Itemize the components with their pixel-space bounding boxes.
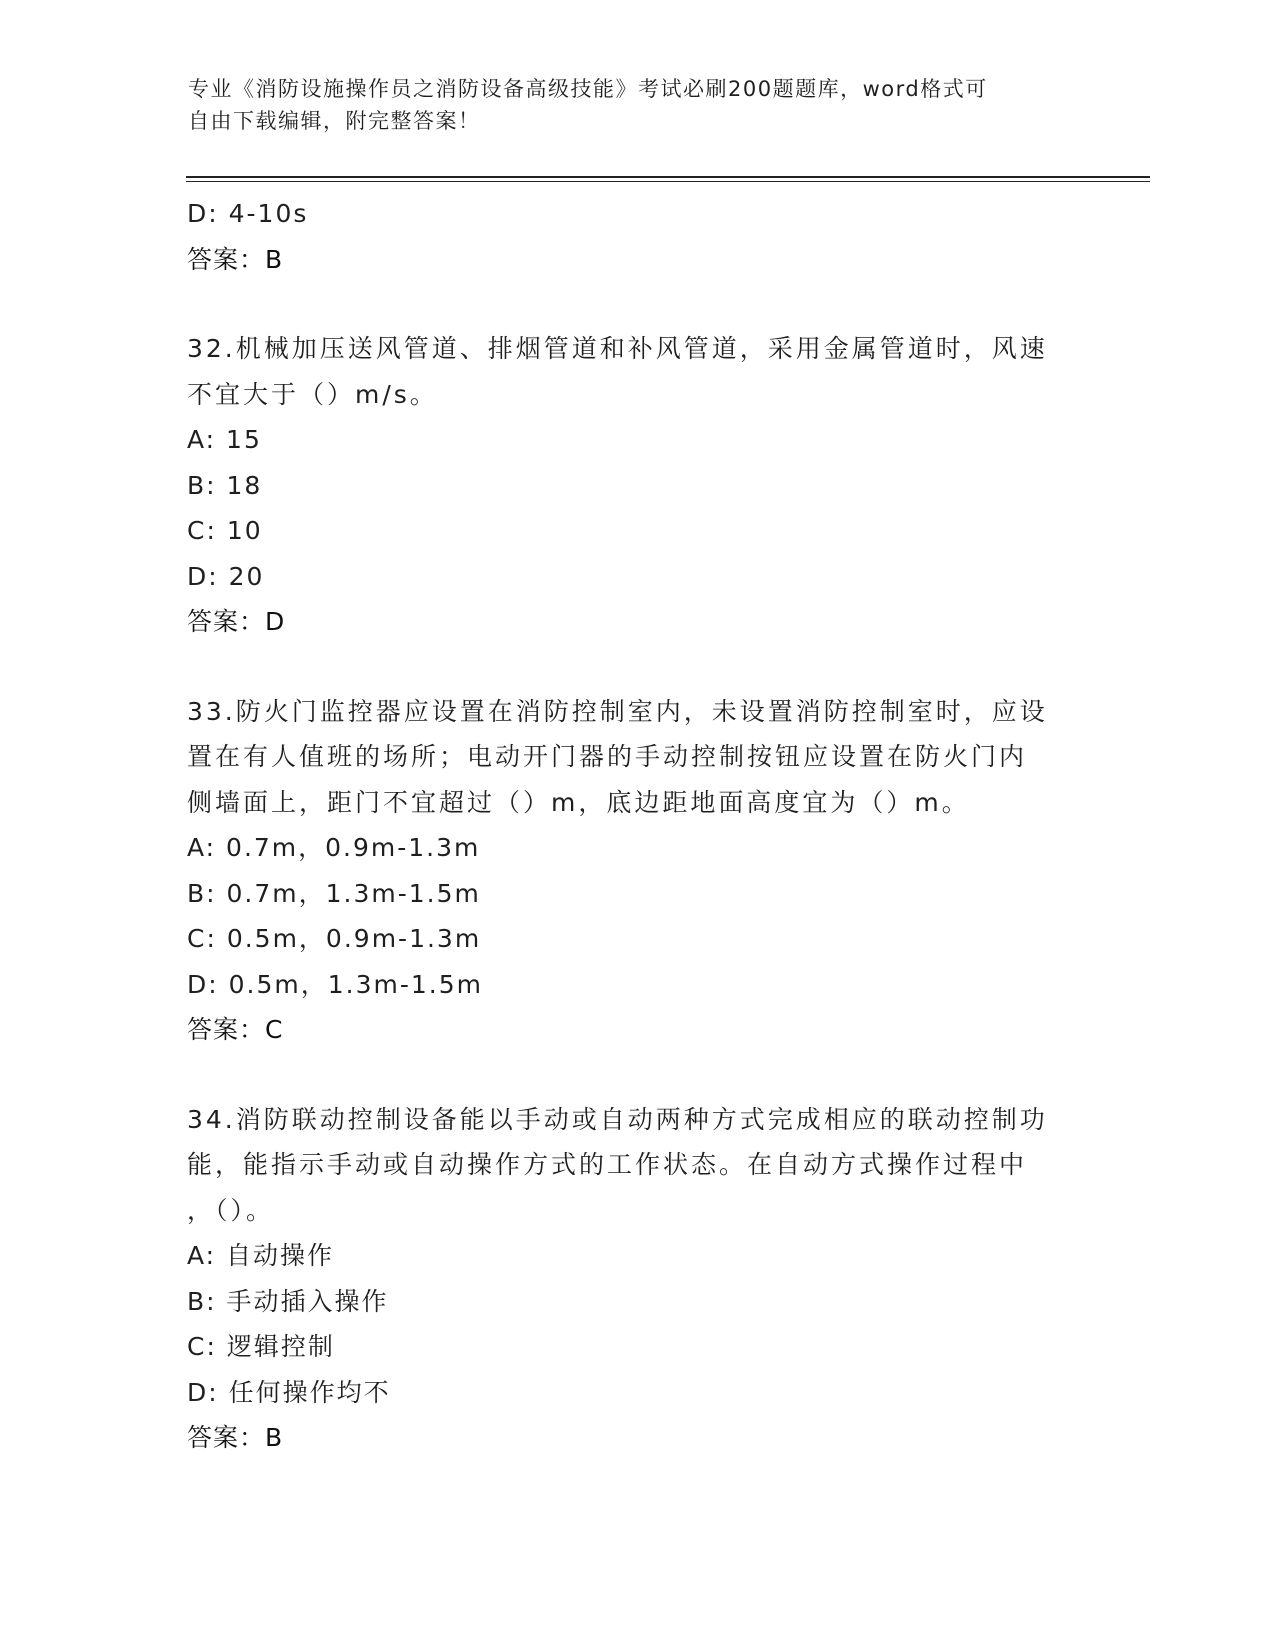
option-d: D: 20 [187,561,265,591]
answer-line: 答案：B [187,244,284,274]
option-c: C: 0.5m，0.9m-1.3m [187,924,482,953]
question-32 [187,326,1087,645]
option-d: D: 4-10s [187,199,309,228]
option-b: B: 18 [187,470,263,500]
option-d: D: 任何操作均不 [187,1377,391,1407]
option-b: B: 0.7m，1.3m-1.5m [187,878,481,908]
question-text-line: 34.消防联动控制设备能以手动或自动两种方式完成相应的联动控制功 [187,1104,1048,1134]
header-line-2: 自由下载编辑，附完整答案！ [188,109,481,133]
question-text-line: 32.机械加压送风管道、排烟管道和补风管道，采用金属管道时，风速 [187,334,1048,363]
option-b: B: 手动插入操作 [187,1286,389,1316]
header-divider-thick [186,176,1150,178]
question-text-line: 能，能指示手动或自动操作方式的工作状态。在自动方式操作过程中 [187,1150,1028,1179]
question-text-line: 不宜大于（）m/s。 [187,379,438,409]
option-a: A: 0.7m，0.9m-1.3m [187,833,481,862]
spacer [187,1053,1087,1097]
spacer [187,645,1087,689]
option-a: A: 自动操作 [187,1241,335,1270]
option-d: D: 0.5m，1.3m-1.5m [187,969,483,999]
option-a: A: 15 [187,425,262,454]
option-c: C: 逻辑控制 [187,1332,335,1361]
question-text-line: 置在有人值班的场所；电动开门器的手动控制按钮应设置在防火门内 [187,742,1028,771]
question-34 [187,1097,1087,1461]
answer-line: 答案：D [187,607,286,636]
question-text-line: ，（）。 [187,1195,275,1225]
header-divider-thin [186,181,1150,182]
question-text-line: 33.防火门监控器应设置在消防控制室内，未设置消防控制室时，应设 [187,696,1048,726]
answer-line: 答案：C [187,1015,284,1044]
question-31-tail [187,191,1087,282]
answer-line: 答案：B [187,1423,284,1452]
spacer [187,282,1087,326]
page-header [188,73,1088,137]
option-c: C: 10 [187,516,263,545]
document-body [187,191,1087,1461]
question-33 [187,689,1087,1053]
header-line-1: 专业《消防设施操作员之消防设备高级技能》考试必刷200题题库，word格式可 [188,77,988,101]
question-text-line: 侧墙面上，距门不宜超过（）m，底边距地面高度宜为（）m。 [187,787,970,817]
